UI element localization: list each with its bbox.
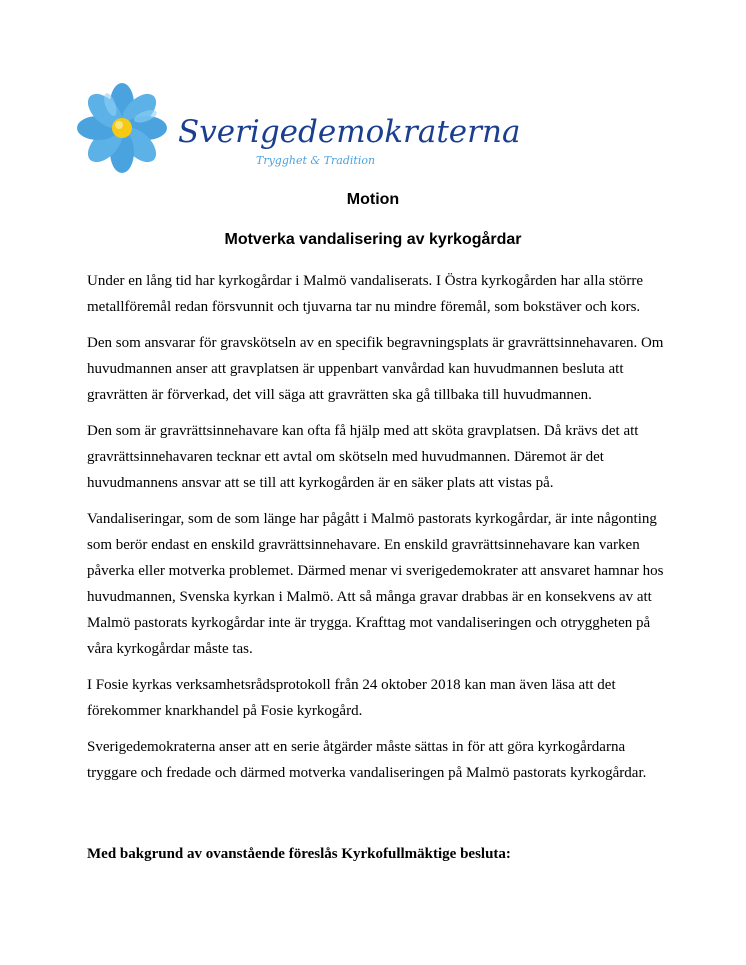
body-paragraph: Den som ansvarar för gravskötseln av en specifik begravningsplats är gravrättsinnehavaren. Om huvudmannen anser att gravplatsen är uppenbart vanvårdad kan huvudmannen besluta att gravrätten är förverkad, det vill säga att gravrätten ska gå tillbaka till huvudmannen. <box>87 335 664 403</box>
document-heading: Motion <box>346 191 400 208</box>
document-title: Motverka vandalisering av kyrkogårdar <box>224 231 522 248</box>
body-paragraph: Under en lång tid har kyrkogårdar i Malmö vandaliserats. I Östra kyrkogården har alla större metallföremål redan försvunnit och tjuvarna tar nu mindre föremål, som bokstäver och kors. <box>87 273 644 315</box>
logo-tagline: Trygghet & Tradition <box>256 154 376 167</box>
document-body <box>87 268 665 796</box>
body-paragraph: Vandaliseringar, som de som länge har pågått i Malmö pastorats kyrkogårdar, är inte någonting som berör endast en enskild gravrättsinnehavare. En enskild gravrättsinnehavare kan varken påverka eller motverka problemet. Därmed menar vi sverigedemokrater att ansvaret hamnar hos huvudmannen, Svenska kyrkan i Malmö. Att så många gravar drabbas är en konsekvens av att Malmö pastorats kyrkogårdar inte är trygga. Krafttag mot vandaliseringen och otryggheten på våra kyrkogårdar måste tas. <box>87 511 664 657</box>
body-paragraph: Den som är gravrättsinnehavare kan ofta få hjälp med att sköta gravplatsen. Då krävs det att gravrättsinnehavaren tecknar ett avtal om skötseln med huvudmannen. Däremot är det huvudmannens ansvar att se till att kyrkogården är en säker plats att vistas på. <box>87 423 639 491</box>
flower-logo-icon <box>86 82 521 180</box>
proposal-intro: Med bakgrund av ovanstående föreslås Kyrkofullmäktige besluta: <box>87 846 511 862</box>
body-paragraph: Sverigedemokraterna anser att en serie åtgärder måste sättas in för att göra kyrkogårdarna tryggare och fredade och därmed motverka vandaliseringen på Malmö pastorats kyrkogårdar. <box>87 739 647 781</box>
logo-wordmark: Sverigedemokraterna <box>178 114 521 150</box>
party-logo <box>86 82 521 180</box>
body-paragraph: I Fosie kyrkas verksamhetsrådsprotokoll från 24 oktober 2018 kan man även läsa att det förekommer knarkhandel på Fosie kyrkogård. <box>87 677 616 719</box>
